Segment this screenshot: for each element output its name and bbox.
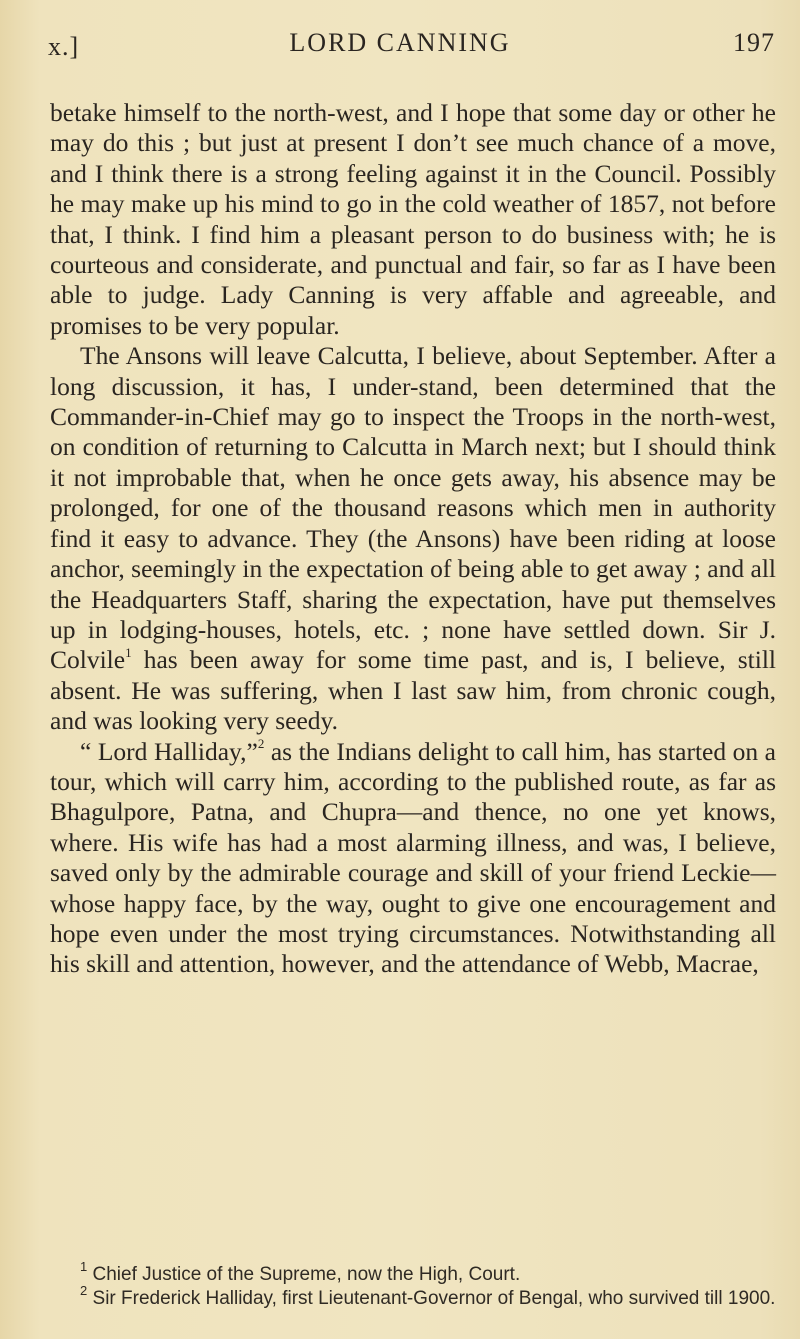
paragraph bbox=[50, 98, 776, 341]
footnote-text: Chief Justice of the Supreme, now the High, Court. bbox=[92, 1264, 521, 1285]
footnote-ref: 2 bbox=[257, 736, 265, 752]
paragraph-text: betake himself to the north-west, and I hope that some day or other he may do this ; but just at present I don’t see much chance of a move, and I think there is a strong feeling against it in the Council. Possibly he may make up his mind to go in the cold weather of 1857, not before that, I think. I find him a pleasant person to do business with; he is courteous and considerate, and punctual and fair, so far as I have been able to judge. Lady Canning is very affable and agreeable, and promises to be very popular. bbox=[50, 98, 776, 340]
footnote-ref: 1 bbox=[125, 644, 132, 660]
page-number: 197 bbox=[733, 28, 775, 57]
footnotes bbox=[50, 1258, 776, 1311]
paragraph-text: has been away for some time past, and is, I believe, still absent. He was suffering, when I last saw him, from chronic cough, and was looking very seedy. bbox=[50, 645, 777, 736]
paragraph-text: “ Lord Halliday,” bbox=[80, 736, 258, 766]
footnote-number: 1 bbox=[80, 1258, 88, 1274]
paragraph-text: The Ansons will leave Calcutta, I believe, about September. After a long discussion, it has, I under-stand, been determined that the Commander-in-Chief may go to inspect the Troops in the north-west, on condition of returning to Calcutta in March next; but I should think it not improbable that, when he once gets away, his absence may be prolonged, for one of the thousand reasons which men in authority find it easy to advance. They (the Ansons) have been riding at loose anchor, seemingly in the expectation of being able to get away ; and all the Headquarters Staff, sharing the expectation, have put themselves up in lodging-houses, hotels, etc. ; none have settled down. Sir J. Colvile bbox=[50, 341, 776, 675]
chapter-marker: x.] bbox=[48, 32, 80, 61]
footnote-text: Sir Frederick Halliday, first Lieutenant-Governor of Bengal, who survived till 1900. bbox=[92, 1288, 776, 1309]
paragraph bbox=[50, 737, 776, 980]
footnote-number: 2 bbox=[80, 1282, 88, 1298]
running-head bbox=[0, 28, 800, 68]
footnote bbox=[50, 1258, 776, 1287]
running-title: LORD CANNING bbox=[289, 28, 511, 57]
footnote bbox=[50, 1282, 776, 1311]
paragraph bbox=[50, 341, 776, 736]
body-text bbox=[50, 98, 776, 980]
paragraph-text: as the Indians delight to call him, has started on a tour, which will carry him, according to the published route, as far as Bhagulpore, Patna, and Chupra—and thence, no one yet knows, where. His wife has had a most alarming illness, and was, I believe, saved only by the admirable courage and skill of your friend Leckie—whose happy face, by the way, ought to give one encouragement and hope even under the most trying circumstances. Notwithstanding all his skill and attention, however, and the attendance of Webb, Macrae, bbox=[50, 736, 776, 979]
